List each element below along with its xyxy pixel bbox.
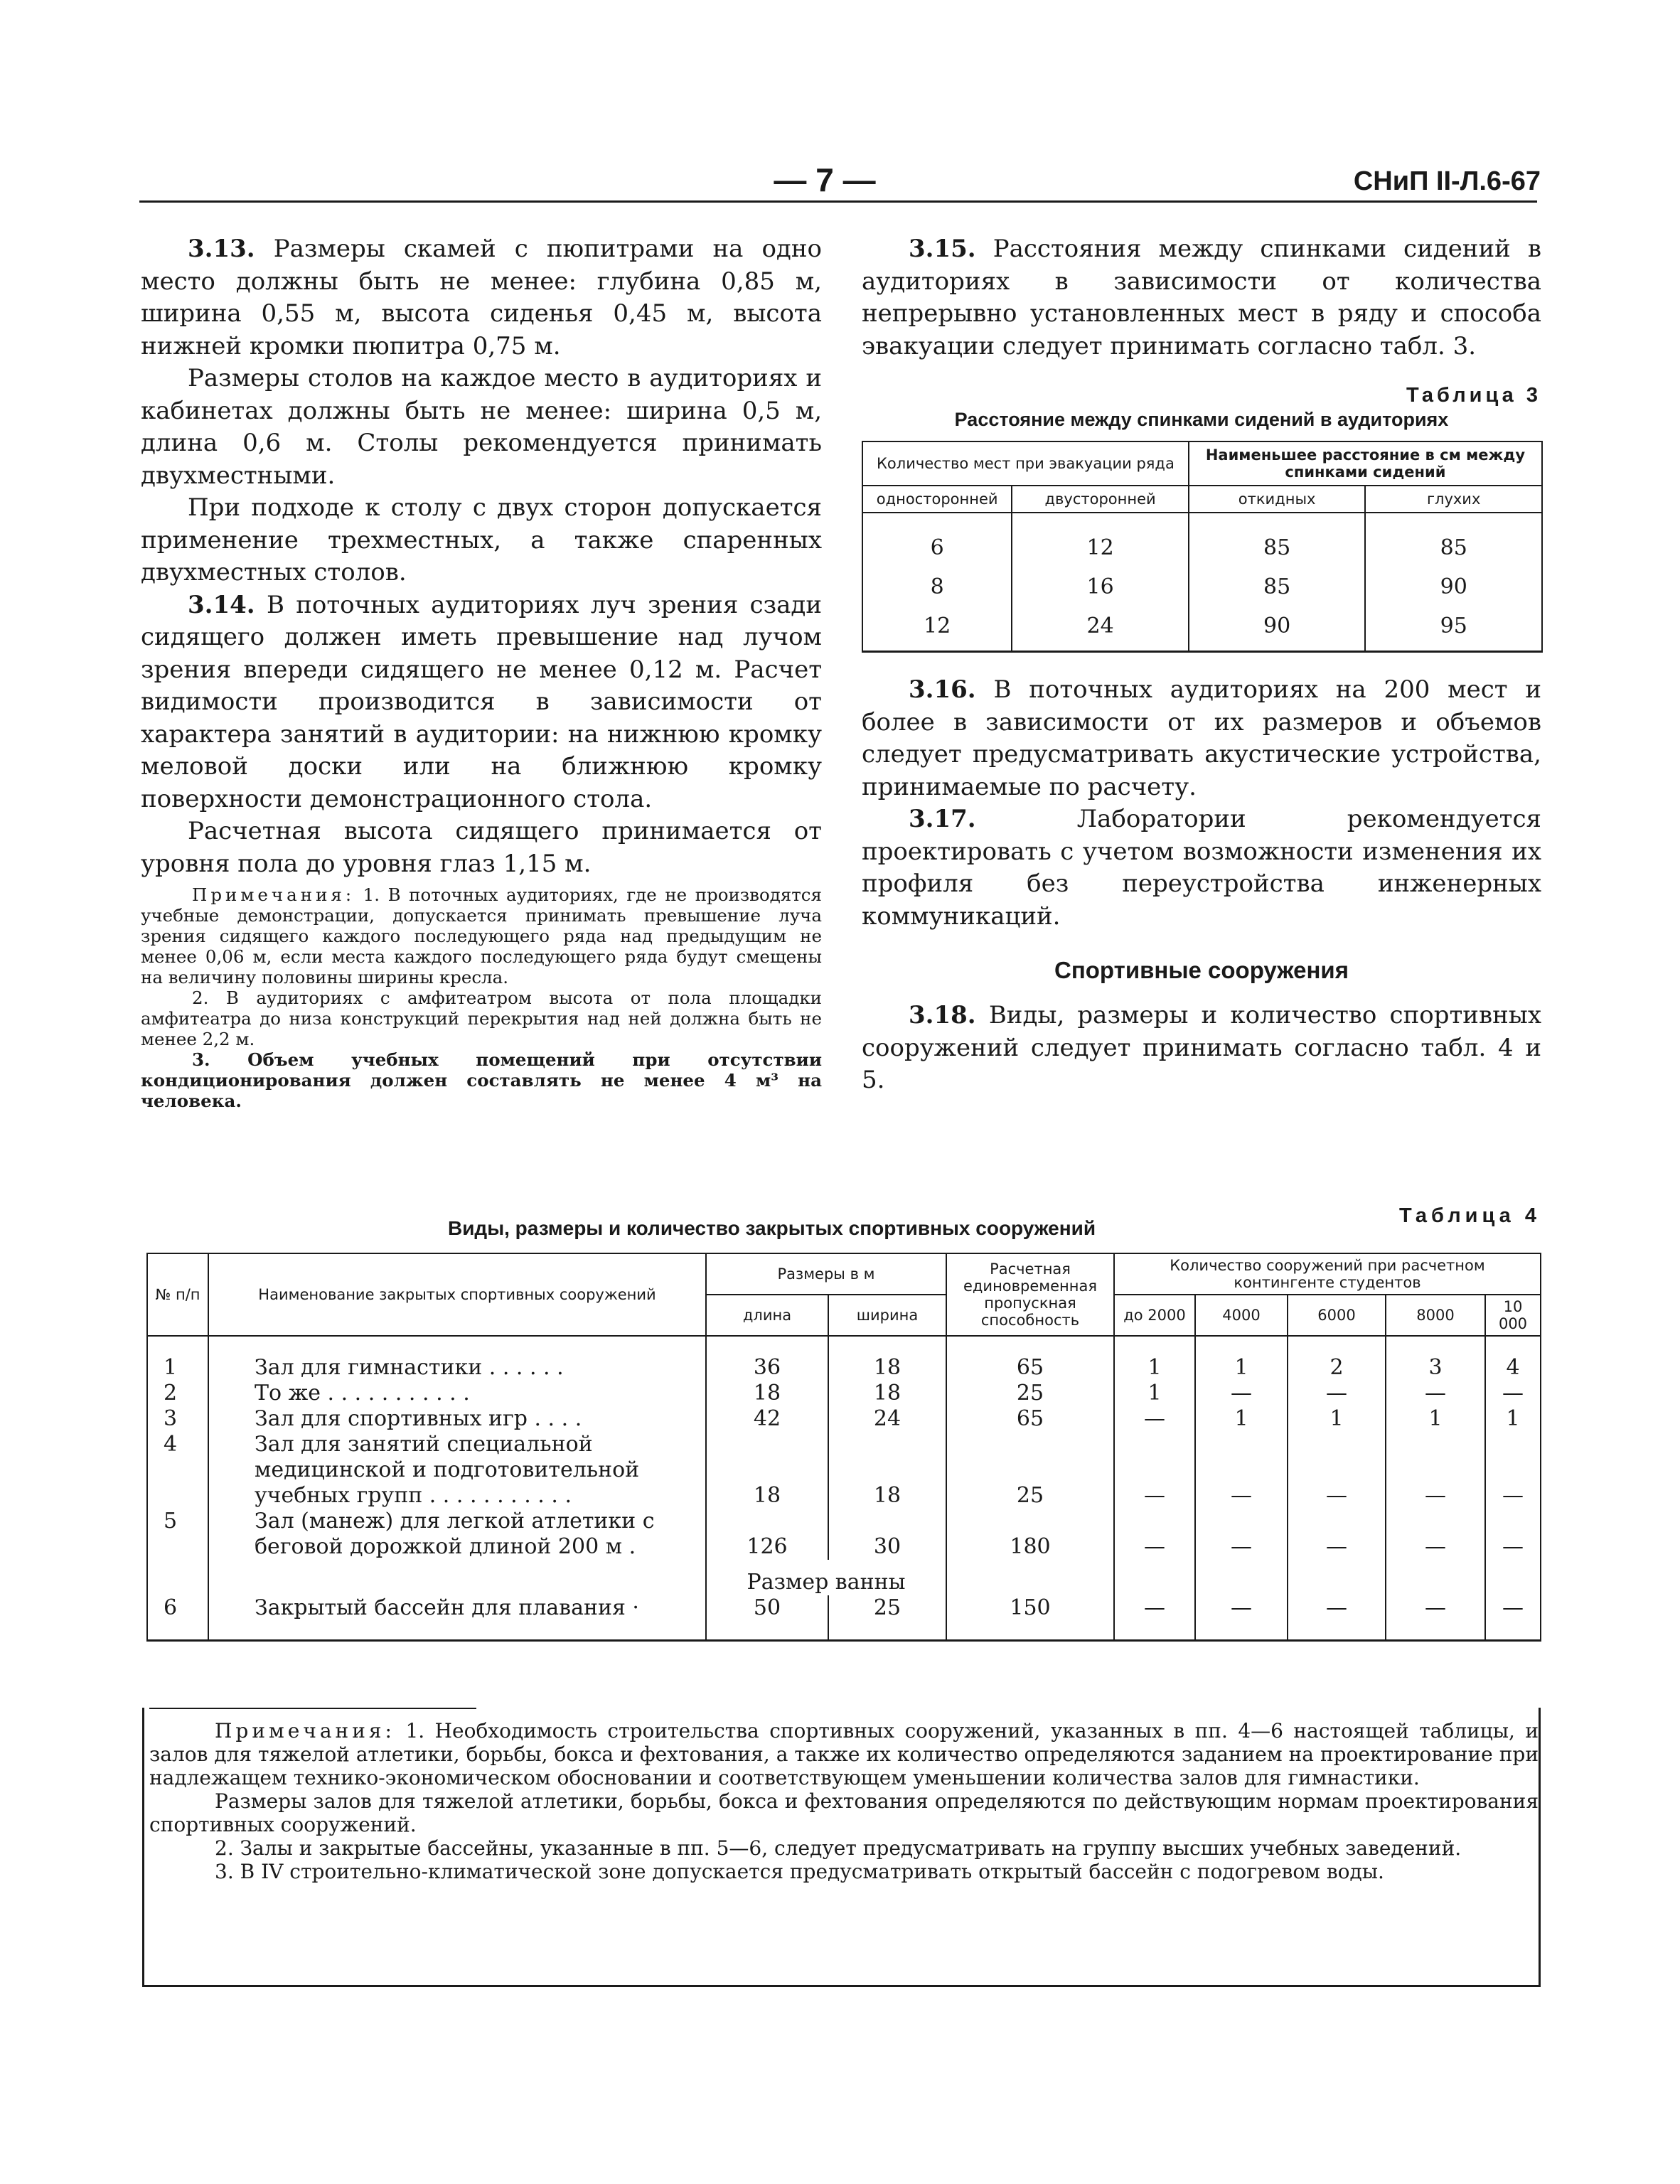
t4-note-2: 2. Залы и закрытые бассейны, указанные в пп. 5—6, следует предусматривать на группу высших учебных заведений. (215, 1836, 1462, 1860)
table4-title: Виды, размеры и количество закрытых спортивных сооружений (448, 1217, 1096, 1239)
paragraph-height: Расчетная высота сидящего принимается от уровня пола до уровня глаз 1,15 м. (141, 817, 822, 878)
table-row: 6 Закрытый бассейн для плавания · 50 25 150 — — — — — (147, 1595, 1541, 1641)
t3-header-folding: откидных (1189, 486, 1366, 513)
t4-header-size: Размеры в м (706, 1253, 946, 1295)
paragraph-3-17: 3.17. Лаборатории рекомендуется проектировать с учетом возможности изменения их профиля без переустройства инженерных коммуникаций. (862, 805, 1541, 931)
t4-header-count: Количество сооружений при расчетном контингенте студентов (1114, 1253, 1541, 1295)
paragraph-3-16: 3.16. В поточных аудиториях на 200 мест и более в зависимости от их размеров и объемов следует предусматривать акустические устройства, принимаемые по расчету. (862, 675, 1541, 801)
table3-title: Расстояние между спинками сидений в аудиториях (954, 409, 1449, 430)
paragraph-3-13: 3.13. Размеры скамей с пюпитрами на одно место должны быть не менее: глубина 0,85 м, ширина 0,55 м, высота сиденья 0,45 м, высота нижней кромки пюпитра 0,75 м. (141, 235, 822, 360)
table-row: 4 Зал для занятий специальной медицинской и подготовительной учебных групп . . . . . . . . . . . 18 18 25 — — — — — (147, 1432, 1541, 1509)
section-heading: Спортивные сооружения (1054, 957, 1349, 983)
t3-header-fixed: глухих (1365, 486, 1542, 513)
t4-header-width: ширина (828, 1295, 946, 1336)
document-code: СНиП II-Л.6-67 (1353, 166, 1541, 196)
pool-size-label: Размер ванны (706, 1560, 946, 1595)
t4-header-no: № п/п (147, 1253, 208, 1336)
t4-header-c5: 10 000 (1485, 1295, 1541, 1336)
t4-header-length: длина (706, 1295, 828, 1336)
paragraph-tables: Размеры столов на каждое место в аудиториях и кабинетах должны быть не менее: ширина 0,5 м, длина 0,6 м. Столы рекомендуется принимать двухместными. (141, 364, 822, 490)
t4-header-c2: 4000 (1195, 1295, 1288, 1336)
table-row: 2 То же . . . . . . . . . . . 18 18 25 1 — — — — (147, 1381, 1541, 1406)
notes-right-border (1539, 1708, 1541, 1985)
t3-header-two-side: двусторонней (1012, 486, 1189, 513)
table-row: 1 Зал для гимнастики . . . . . . 36 18 65 1 1 2 3 4 (147, 1336, 1541, 1381)
t4-header-capacity: Расчетная единовременная пропускная способность (946, 1253, 1114, 1336)
t4-header-c1: до 2000 (1114, 1295, 1195, 1336)
table-row: 3 Зал для спортивных игр . . . . 42 24 65 — 1 1 1 1 (147, 1406, 1541, 1432)
t3-header-evac: Количество мест при эвакуации ряда (862, 441, 1189, 486)
t4-header-c4: 8000 (1386, 1295, 1485, 1336)
note-2: 2. В аудиториях с амфитеатром высота от пола площадки амфитеатра до низа конструкций перекрытия над ней должна быть не менее 2,2 м. (141, 987, 822, 1049)
t4-note-1b: Размеры залов для тяжелой атлетики, борьбы, бокса и фехтования определяются по действующим нормам проектирования спортивных сооружений. (149, 1789, 1539, 1836)
t4-note-3: 3. В IV строительно-климатической зоне допускается предусматривать открытый бассейн с подогревом воды. (215, 1860, 1384, 1883)
footer-rule (142, 1985, 1541, 1987)
t4-header-name: Наименование закрытых спортивных сооружений (208, 1253, 706, 1336)
table4-number: Таблица 4 (1398, 1204, 1541, 1227)
table3-number: Таблица 3 (1406, 384, 1541, 407)
paragraph-3-14: 3.14. В поточных аудиториях луч зрения сзади сидящего должен иметь превышение над лучом зрения впереди сидящего не менее 0,12 м. Расчет видимости производится в зависимости от характера занятий в аудитории: на нижнюю кромку меловой доски или на ближнюю кромку поверхности демонстрационного стола. (141, 590, 822, 813)
t4-header-c3: 6000 (1288, 1295, 1386, 1336)
table-row: 6 12 85 85 (862, 513, 1542, 567)
table4-notes (149, 1708, 1539, 1883)
paragraph-3-18: 3.18. Виды, размеры и количество спортивных сооружений следует принимать согласно табл. 4 и 5. (862, 1001, 1541, 1094)
table-row-pool-label (147, 1560, 1541, 1595)
left-column (141, 233, 822, 1111)
table-3 (862, 441, 1543, 653)
notes-rule (149, 1708, 476, 1709)
paragraph-approach: При подходе к столу с двух сторон допускается применение трехместных, а также спаренных двухместных столов. (141, 493, 822, 587)
header-rule (139, 200, 1537, 203)
t4-note-1: Примечания: 1. Необходимость строительства спортивных сооружений, указанных в пп. 4—6 настоящей таблицы, и залов для тяжелой атлетики, борьбы, бокса и фехтования, а также их количество определяются заданием на проектирование при надлежащем технико-экономическом обосновании и соответствующем уменьшении количества залов для гимнастики. (149, 1719, 1539, 1789)
right-column (862, 233, 1541, 1097)
note-3: 3. Объем учебных помещений при отсутствии кондиционирования должен составлять не менее 4 м³ на человека. (141, 1049, 822, 1111)
table-row: 5 Зал (манеж) для легкой атлетики с беговой дорожкой длиной 200 м . 126 30 180 — — — — — (147, 1509, 1541, 1560)
table-4 (146, 1253, 1541, 1642)
t3-header-distance: Наименьшее расстояние в см между спинками сидений (1189, 441, 1542, 486)
left-notes (141, 884, 822, 1111)
table-row: 12 24 90 95 (862, 606, 1542, 652)
paragraph-3-15: 3.15. Расстояния между спинками сидений в аудиториях в зависимости от количества непрерывно установленных мест в ряду и способа эвакуации следует принимать согласно табл. 3. (862, 235, 1541, 360)
note-1: Примечания: 1. В поточных аудиториях, где не производятся учебные демонстрации, допускается принимать превышение луча зрения сидящего каждого последующего ряда над предыдущим не менее 0,06 м, если места каждого последующего ряда будут смещены на величину половины ширины кресла. (141, 884, 822, 987)
notes-left-border (142, 1708, 144, 1985)
page-number: — 7 — (774, 161, 876, 198)
table-row: 8 16 85 90 (862, 567, 1542, 606)
t3-header-one-side: односторонней (862, 486, 1012, 513)
